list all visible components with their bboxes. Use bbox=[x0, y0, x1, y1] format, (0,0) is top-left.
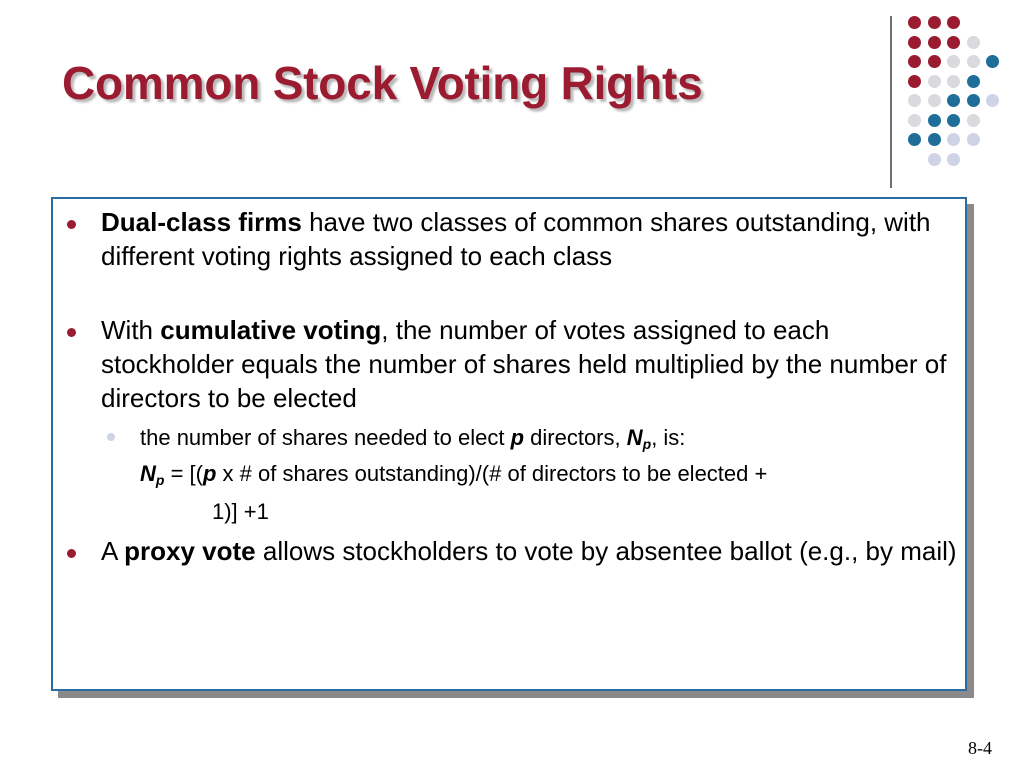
formula-text: x # of shares outstanding)/(# of directors to be elected + bbox=[216, 461, 768, 486]
decorative-dot bbox=[947, 133, 960, 146]
decorative-dot bbox=[928, 75, 941, 88]
bullet-cumulative-voting bbox=[101, 313, 961, 415]
formula-line bbox=[140, 456, 960, 498]
content-box bbox=[51, 197, 967, 691]
decorative-dot bbox=[928, 114, 941, 127]
slide-title: Common Stock Voting Rights bbox=[62, 57, 703, 109]
var-n: N bbox=[626, 425, 643, 450]
sub-bullet-text: the number of shares needed to elect bbox=[140, 425, 511, 450]
title-divider-line bbox=[890, 16, 892, 188]
decorative-dot bbox=[928, 153, 941, 166]
decorative-dot bbox=[947, 94, 960, 107]
decorative-dot bbox=[947, 36, 960, 49]
decorative-dot-pattern bbox=[908, 16, 1008, 166]
decorative-dot bbox=[947, 75, 960, 88]
decorative-dot bbox=[967, 114, 980, 127]
bullet-bold-term: cumulative voting bbox=[160, 315, 382, 345]
var-p: p bbox=[510, 425, 525, 450]
formula-text: = [( bbox=[164, 461, 203, 486]
sub-bullet-marker bbox=[107, 433, 115, 441]
decorative-dot bbox=[908, 94, 921, 107]
bullet-marker bbox=[67, 220, 76, 229]
decorative-dot bbox=[967, 133, 980, 146]
bullet-prefix: A bbox=[101, 536, 125, 566]
bullet-dual-class bbox=[101, 205, 961, 273]
bullet-bold-term: Dual-class firms bbox=[101, 207, 302, 237]
decorative-dot bbox=[947, 16, 960, 29]
decorative-dot bbox=[967, 94, 980, 107]
formula-var-n-subscript: p bbox=[155, 472, 165, 488]
sub-bullet-text: directors, bbox=[524, 425, 627, 450]
decorative-dot bbox=[908, 133, 921, 146]
decorative-dot bbox=[908, 36, 921, 49]
bullet-proxy-vote bbox=[101, 534, 961, 568]
sub-bullet-text: , is: bbox=[651, 425, 686, 450]
decorative-dot bbox=[986, 94, 999, 107]
decorative-dot bbox=[947, 114, 960, 127]
decorative-dot bbox=[908, 114, 921, 127]
decorative-dot bbox=[928, 55, 941, 68]
decorative-dot bbox=[947, 153, 960, 166]
decorative-dot bbox=[967, 75, 980, 88]
bullet-marker bbox=[67, 549, 76, 558]
decorative-dot bbox=[928, 133, 941, 146]
sub-bullet-shares-needed bbox=[140, 423, 960, 459]
page-number: 8-4 bbox=[968, 738, 992, 758]
decorative-dot bbox=[986, 55, 999, 68]
decorative-dot bbox=[928, 94, 941, 107]
bullet-text: have two classes of common shares outstanding, with different voting rights assigned to each class bbox=[101, 207, 931, 271]
decorative-dot bbox=[908, 16, 921, 29]
bullet-bold-term: proxy vote bbox=[124, 536, 256, 566]
decorative-dot bbox=[947, 55, 960, 68]
decorative-dot bbox=[908, 75, 921, 88]
decorative-dot bbox=[928, 36, 941, 49]
formula-continuation: 1)] +1 bbox=[212, 499, 269, 524]
bullet-marker bbox=[67, 328, 76, 337]
formula-var-n: N bbox=[140, 461, 156, 486]
decorative-dot bbox=[967, 55, 980, 68]
decorative-dot bbox=[967, 36, 980, 49]
bullet-text: , the number of votes assigned to each stockholder equals the number of shares held multiplied by the number of directors to be elected bbox=[101, 315, 947, 413]
var-n-subscript: p bbox=[642, 436, 652, 452]
decorative-dot bbox=[928, 16, 941, 29]
decorative-dot bbox=[908, 55, 921, 68]
bullet-text: allows stockholders to vote by absentee ballot (e.g., by mail) bbox=[255, 536, 957, 566]
formula-var-p: p bbox=[202, 461, 217, 486]
bullet-prefix: With bbox=[101, 315, 161, 345]
